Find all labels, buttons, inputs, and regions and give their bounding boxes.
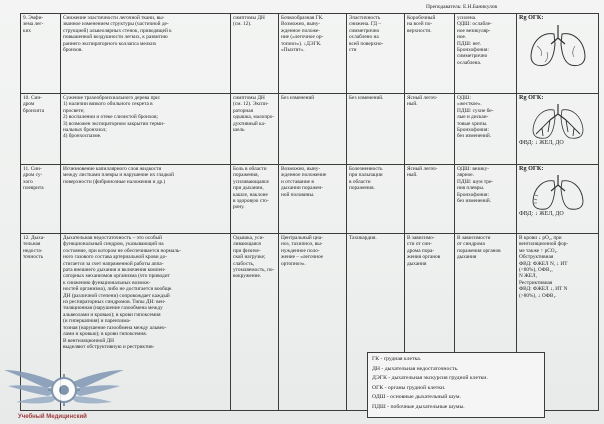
legend-item: ДН - дыхательная недостаточность.: [372, 365, 459, 372]
winged-gear-logo-icon: [2, 340, 126, 422]
palpation-cell: Эластичность снижена. ГД – симметрично ослаблено на всей поверхно- сти: [347, 14, 405, 94]
watermark-label: Учебный Медицинский: [18, 414, 87, 420]
palpation-cell: Без изменений.: [347, 94, 405, 165]
legend-item: ДЭГК - дыхательная экскурсия грудной клетки.: [372, 375, 488, 381]
complaints-cell: Одышка, уси- ливающаяся при физиче- ской нагрузке; слабость, утомляемость, по- вокружение.: [231, 234, 279, 411]
fvd-text: ФВД: ↓ ЖЕЛ, ДО: [519, 211, 564, 218]
instrumental-cell: [517, 94, 599, 165]
auscultation-cell: ОДШ: «жесткое». ПДШ: сухие бе- лые и дискан- товые хрипы. Бронхофония: без изменений.: [455, 94, 517, 165]
mechanism-cell: Исчезновение капиллярного слоя жидкости между листками плевры и нарушение их гладкой поверхности (фибринозные наложения и др.): [61, 165, 231, 234]
mechanism-cell: Снижение эластичности легочной ткани, вы- званное изменением структуры (частичной де- струкцией) альвеолярных стенок, приводящей к повышенной воздушности легких, к развитию раннего экспираторного коллапса мелких бронхов.: [61, 14, 231, 94]
auscultation-cell: В зависимости от синдрома поражения органов дыхания: [455, 234, 517, 411]
legend-item: ПДШ - побочные дыхательные шумы.: [372, 403, 465, 410]
teacher-label: Преподаватель: Е.Н.Баникулов: [426, 4, 498, 10]
table-row: [21, 94, 599, 165]
instrumental-cell: [517, 165, 599, 234]
table-row: [21, 165, 599, 234]
legend-item: ГК - грудная клетка.: [372, 356, 422, 362]
syndrome-name-cell: 11. Син- дром су- хого плеврита: [21, 165, 61, 234]
lungs-icon: [527, 22, 589, 70]
syndrome-name-cell: 10. Син- дром бронхита: [21, 94, 61, 165]
auscultation-cell: усилена. ОДШ: ослабле- ное везикуляр- ное. ПДШ: нет. Бронхофония: симметрично ослаблена.: [455, 14, 517, 94]
abbreviation-legend: [367, 352, 545, 418]
pleura-icon: [530, 173, 586, 211]
xray-label: Rg ОГК:: [519, 94, 544, 101]
syndrome-name-cell: 9. Эмфи- зема лег- ких: [21, 14, 61, 94]
xray-label: Rg ОГК:: [519, 14, 544, 21]
instrumental-cell: [517, 14, 599, 94]
inspection-cell: Центральный циа- ноз, тахипноэ, вы- нужденное поло- жение – «легочное ортопноэ».: [279, 234, 347, 411]
mechanism-cell: Дыхательная недостаточность – это особый функциональный синдром, указывающий на состояние, при котором не обеспечивается нормаль- ного газового состава артериальной крови до- стигается за счет напряженной работы аппа- рата внешнего дыхания и включения компен- саторных механизмов организма (что приводит к снижению функциональных возмож- ностей организма), либо не достигается вообще. ДН (различной степени) сопровождает каждый из респираторных синдромов. Типы ДН: вен- тиляционная (нарушение газообмена между альвеолами и кровью); в крови гипоксемия (и гиперкапния) и паренхима- тозная (нарушение газообмена между альвео- лами и кровью); в крови гипоксемия. В вентиляционной ДН выделяют обструктивную и рестриктив-: [61, 234, 231, 411]
complaints-cell: Боль в области поражения, усиливающаяся при дыхании, кашле, наклоне в здоровую сто- рону.: [231, 165, 279, 234]
percussion-cell: Ясный легоч- ный.: [405, 94, 455, 165]
complaints-cell: симптомы ДН (см. 12).: [231, 14, 279, 94]
syndrome-name-cell: 12. Дыха- тельная недоста- точность: [21, 234, 61, 411]
mechanism-cell: Сужение трахеобронхиального дерева при: 1) наличии вязкого обильного секрета в просвете; 2) воспалении и отеке слизистой бронхов; 3) возможен экспираторном закрытии терми- нальных бронхиол; 4) бронхоспазме.: [61, 94, 231, 165]
inspection-cell: Бочкообразная ГК. Возможно, выну- жденное положе- ние («легочное ор- топноэ»). ↓ДЭГК. «Пыхтят».: [279, 14, 347, 94]
instrumental-cell: В крови ↓ рО₂, при вентиляционной фор- ме также ↑ рСО₂. Обструктивная ФВД: ФЖЕЛ N, ↓ ИТ (<80%), ОФВ₁, N ЖЕЛ, Рестриктивная ФВД: ФЖЕЛ ↓, ИТ N (>80%), ↓ ОФВ₁.: [517, 234, 599, 411]
complaints-cell: симптомы ДН (см. 12). Экспи- раторная одышка, малопро- дуктивный ка- шель: [231, 94, 279, 165]
bronchi-icon: [530, 102, 586, 140]
legend-item: ОГК - органы грудной клетки.: [372, 384, 446, 391]
percussion-cell: В зависимо- сти от син- дрома пора- жения органов дыхания: [405, 234, 455, 411]
table-row: [21, 14, 599, 94]
legend-item: ОДШ - основные дыхательный шум.: [372, 394, 461, 400]
palpation-cell: Болезненность при пальпации в области поражения.: [347, 165, 405, 234]
palpation-cell: Тахикардия.: [347, 234, 405, 411]
fvd-text: ФВД: ↓ ЖЕЛ, ДО: [519, 140, 564, 147]
inspection-cell: Без изменений: [279, 94, 347, 165]
percussion-cell: Ясный легоч- ный.: [405, 165, 455, 234]
xray-label: Rg ОГК:: [519, 165, 544, 172]
inspection-cell: Возможно, выну- жденное положение и отставание в дыхании поражен- ной половины.: [279, 165, 347, 234]
percussion-cell: Коробочный на всей по- верхности.: [405, 14, 455, 94]
auscultation-cell: ОДШ: везику- лярное. ПДШ: шум тре- ния плевры. Бронхофония: без изменений.: [455, 165, 517, 234]
